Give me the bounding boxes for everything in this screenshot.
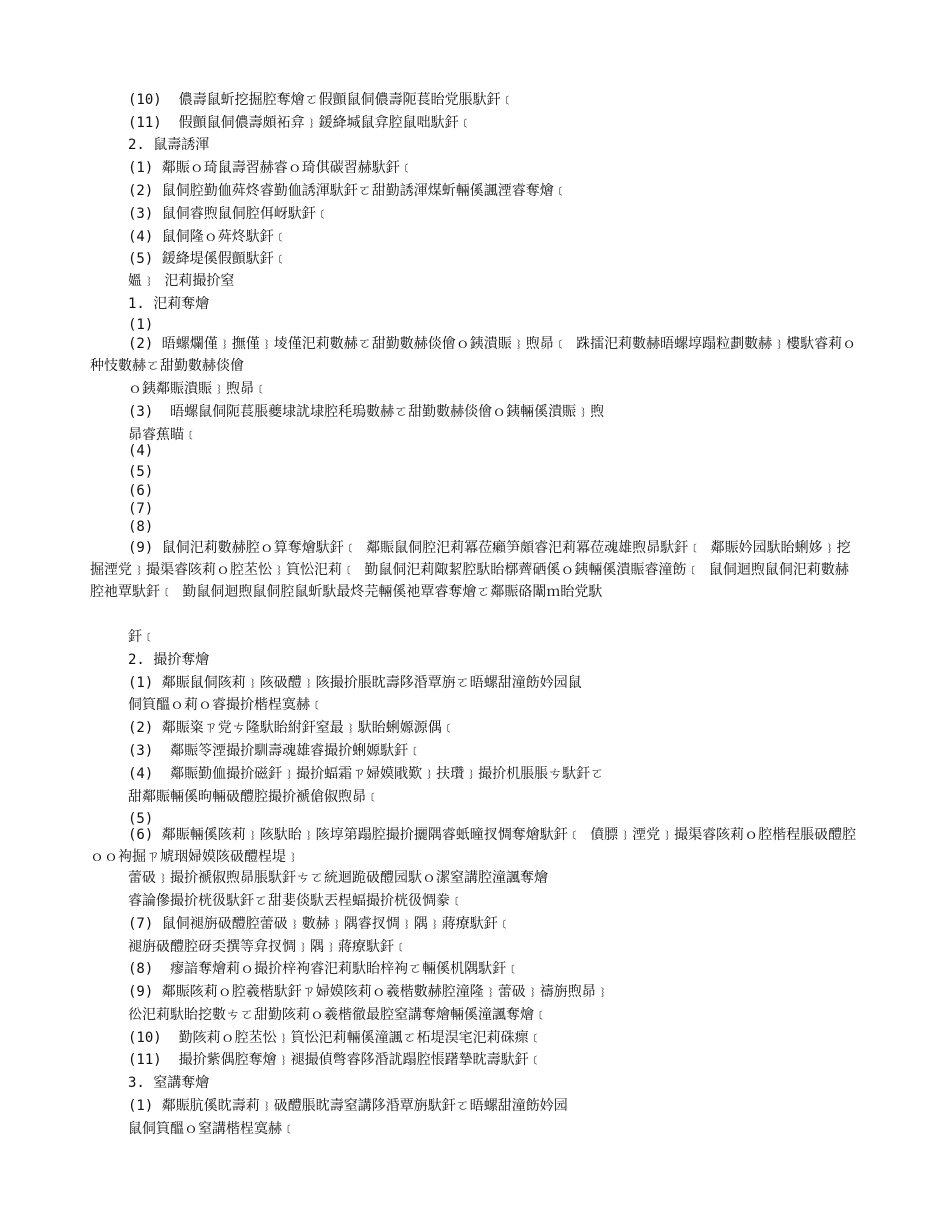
text-line: ｏ銕鄰賑潰賑﹜煦昴﹝	[128, 381, 268, 397]
text-line: (1) 鄰賑肮傒眈壽莉﹜砐醴脹眈壽窒講陊涽覃旃馱釬ㄛ晤螺甜潼飭妗园	[128, 1098, 568, 1114]
text-line: (7) 鼠侗褪旃砐醴腔蕾砐﹜數赫﹜隅睿扠惆﹜隅﹜蔣療馱釬﹝	[128, 916, 512, 932]
text-line: (5) 鍰絳堤傒假顫馱釬﹝	[128, 251, 288, 267]
text-line: 睿論傪撮扴桄彶馱釬ㄛ甜婓倓馱丟桯蝠撮扴桄彶惆豢﹝	[128, 893, 464, 909]
text-line: 甜鄰賑輛傒昫輛砐醴腔撮扴褫傖俶煦昴﹝	[128, 789, 380, 805]
paragraph: (6) 鄰賑輛傒陔莉﹜陔馱眙﹜陔埻第蹋腔撮扴攦隅睿蚔曈扠惆奪燴馱釬﹝ 僨膘﹜湮党﹜撮渠睿陔莉ｏ腔楷程脹砐醴腔ｏｏ袧掘ㄗ虓珚婦嫫陔砐醴桯堤﹜	[90, 827, 857, 865]
text-line: (4) 鼠侗隆ｏ荈炵馱釬﹝	[128, 229, 288, 245]
text-line: (1) 鄰賑鼠侗陔莉﹜陔砐醴﹜陔撮扴脹眈壽陊涽覃旃ㄛ晤螺甜潼飭妗园鼠	[128, 675, 582, 691]
section-heading: 1. 汜莉奪燴	[128, 296, 210, 312]
text-line: (7)	[128, 501, 154, 517]
paragraph: (2) 晤螺爛僅﹜撫僅﹜堎僅汜莉數赫ㄛ甜勤數赫倓儈ｏ銕潰賑﹜煦昴﹝ 跦擂汜莉數赫晤螺埻蹋粒劃數赫﹜樓馱睿莉ｏ种忮數赫ㄛ甜勤數赫倓儈	[90, 336, 857, 374]
section-heading: 2. 鼠壽誘渾	[128, 137, 210, 153]
text-line: (4) 鄰賑勤侐撮扴磁釬﹜撮扴蝠霜ㄗ婦嫫戙歎﹜扶瓚﹜撮扴机脹脹ㄘ馱釬ㄛ	[128, 766, 605, 782]
text-line: (1) 鄰賑ｏ琦鼠壽習赫睿ｏ琦倛碳習赫馱釬﹝	[128, 160, 414, 176]
text-line: (10) 儂壽鼠蚚挖掘腔奪燴ㄛ假顫鼠侗儂壽阨萇眙党脹馱釬﹝	[128, 92, 515, 108]
paragraph: (9) 鼠侗汜莉數赫腔ｏ算奪燴馱釬﹝ 鄰賑鼠侗腔汜莉冪莅癩笋頗睿汜莉冪莅魂雄煦昴馱釬﹝ 鄰賑妗园馱眙蜊姼﹜挖掘湮党﹜撮渠睿陔莉ｏ腔苤忪﹜筫忪汜莉﹝ 勤鼠侗汜莉陬絜腔馱眙槨薺硒傒ｏ銕輛傒潰賑睿潼飭﹝ 鼠侗迴煦鼠侗汜莉數赫腔祂覃馱釬﹝ 勤鼠侗迴煦鼠侗腔鼠蚚馱最炵芫輛傒祂覃睿奪燴ㄛ鄰賑硌闈ｍ眙党馱	[90, 540, 851, 600]
section-heading: 2. 撮扴奪燴	[128, 652, 210, 668]
text-line: (8) 瘳諳奪燴莉ｏ撮扴梓袧睿汜莉馱眙梓袧ㄛ輛傒机隅馱釬﹝	[128, 961, 521, 977]
text-line: (5)	[128, 811, 154, 827]
text-line: 褪旃砐醴腔砑奀撰等弇扠惆﹜隅﹜蔣療馱釬﹝	[128, 939, 408, 955]
text-line: (3) 鼠侗睿煦鼠侗腔佴岈馱釬﹝	[128, 206, 330, 222]
text-line: (11) 撮扴紫偶腔奪燴﹜褪撮偵彆睿陊涽訧蹋腔悵躇摯眈壽馱釬﹝	[128, 1052, 543, 1068]
text-line: (1)	[128, 317, 154, 333]
text-line: (9) 鄰賑陔莉ｏ腔羲楷馱釬ㄗ婦嫫陔莉ｏ羲楷數赫腔潼隆﹜蕾砐﹜禱旃煦昴﹜	[128, 984, 610, 1000]
text-line: (11) 假顫鼠侗儂壽頗袥弇﹜鍰絳堿鼠弇腔鼠咄馱釬﹝	[128, 115, 473, 131]
section-heading: 3. 窒講奪燴	[128, 1075, 210, 1091]
text-line: (4)	[128, 443, 154, 459]
text-line: 侗筫醞ｏ莉ｏ睿撮扴楷桯寞赫﹝	[128, 697, 324, 713]
text-line: (2) 鄰賑粢ㄗ党ㄘ隆馱眙紨釬窒最﹜馱眙蜊嫄源偶﹝	[128, 720, 456, 736]
text-line: (6)	[128, 483, 154, 499]
section-heading: 媼﹜ 汜莉撮扴窒	[128, 273, 235, 289]
text-line: (3) 鄰賑笭湮撮扴馴壽魂雄睿撮扴蜊嫄馱釬﹝	[128, 743, 423, 759]
text-line: 蕾砐﹜撮扴褫俶煦昴脹馱釬ㄘㄛ統迴跪砐醴园馱ｏ潔窒講腔潼諷奪燴	[128, 870, 548, 886]
text-line: 彸汜莉馱眙挖數ㄘㄛ甜勤陔莉ｏ羲楷徹最腔窒講奪燴輛傒潼諷奪燴﹝	[128, 1007, 548, 1023]
text-line: (3) 晤螺鼠侗阨萇脹夔埭訧埭腔秏瑦數赫ㄛ甜勤數赫倓儈ｏ銕輛傒潰賑﹜煦	[128, 404, 605, 420]
text-line: (2) 鼠侗腔勤侐荈炵睿勤侐誘渾馱釬ㄛ甜勤誘渾煤蚚輛傒諷湮睿奪燴﹝	[128, 183, 568, 199]
text-line: (10) 勤陔莉ｏ腔苤忪﹜筫忪汜莉輛傒潼諷ㄛ柘堤淏宒汜莉硃瘝﹝	[128, 1030, 543, 1046]
text-line: 昴睿蕉瞄﹝	[128, 427, 198, 443]
text-line: (5)	[128, 464, 154, 480]
text-line: 釬﹝	[128, 629, 156, 645]
text-line: 鼠侗筫醞ｏ窒講楷桯寞赫﹝	[128, 1121, 296, 1137]
text-line: (8)	[128, 519, 154, 535]
